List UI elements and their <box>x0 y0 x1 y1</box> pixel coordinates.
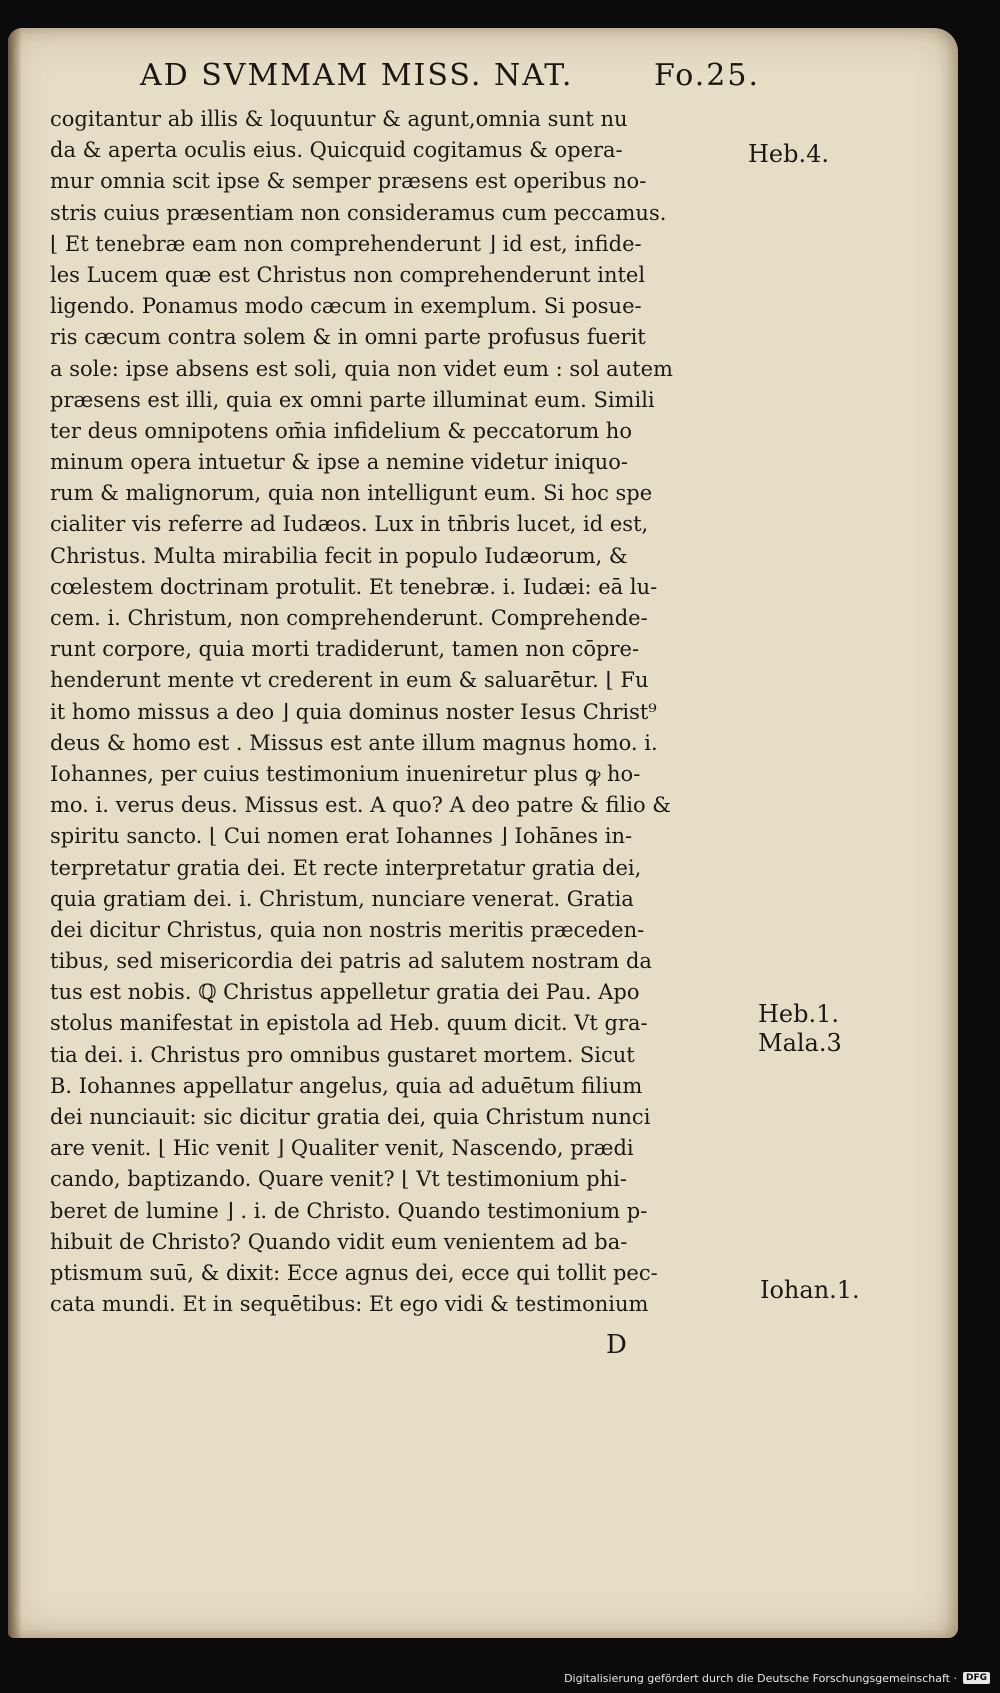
text-line: tus est nobis. ℚ Christus appelletur gratia dei Pau. Apo <box>50 980 640 1005</box>
funding-credit: Digitalisierung gefördert durch die Deutsche Forschungsgemeinschaft · <box>564 1671 957 1685</box>
text-line: ⌊ Et tenebræ eam non comprehenderunt ⌋ id est, infide- <box>50 231 642 256</box>
text-line: a sole: ipse absens est soli, quia non videt eum : sol autem <box>50 356 673 381</box>
text-line: Christus. Multa mirabilia fecit in populo Iudæorum, & <box>50 543 628 568</box>
text-line: beret de lumine ⌋ . i. de Christo. Quando testimonium p- <box>50 1198 648 1223</box>
text-line: minum opera intuetur & ipse a nemine videtur iniquo- <box>50 450 628 475</box>
text-line: quia gratiam dei. i. Christum, nunciare venerat. Gratia <box>50 886 634 911</box>
text-line: ter deus omnipotens om̄ia infidelium & peccatorum ho <box>50 418 632 443</box>
text-line: cœlestem doctrinam protulit. Et tenebræ. i. Iudæi: eā lu- <box>50 574 658 599</box>
text-line: terpretatur gratia dei. Et recte interpretatur gratia dei, <box>50 855 642 880</box>
text-line: stris cuius præsentiam non consideramus cum peccamus. <box>50 200 667 225</box>
text-line: cata mundi. Et in sequētibus: Et ego vidi & testimonium <box>50 1292 649 1317</box>
text-line: rum & malignorum, quia non intelligunt eum. Si hoc spe <box>50 481 653 506</box>
text-line: hibuit de Christo? Quando vidit eum venientem ad ba- <box>50 1229 628 1254</box>
text-line: ris cæcum contra solem & in omni parte profusus fuerit <box>50 325 646 350</box>
text-line: tia dei. i. Christus pro omnibus gustaret mortem. Sicut <box>50 1042 635 1067</box>
running-header <box>140 58 760 98</box>
margin-note: Iohan.1. <box>760 1276 860 1304</box>
margin-note: Heb.4. <box>748 140 830 168</box>
text-line: mo. i. verus deus. Missus est. A quo? A deo patre & filio & <box>50 793 671 818</box>
dfg-logo-icon: DFG <box>963 1672 990 1684</box>
body-text <box>50 104 755 1320</box>
running-title: AD SVMMAM MISS. NAT. <box>140 58 574 93</box>
text-line: dei dicitur Christus, quia non nostris meritis præceden- <box>50 917 645 942</box>
footer-credit <box>564 1669 990 1687</box>
text-line: stolus manifestat in epistola ad Heb. quum dicit. Vt gra- <box>50 1011 648 1036</box>
text-line: les Lucem quæ est Christus non comprehenderunt intel <box>50 262 646 287</box>
text-line: cialiter vis referre ad Iudæos. Lux in tn̄bris lucet, id est, <box>50 512 649 537</box>
catchword: D <box>606 1330 627 1360</box>
text-line: dei nunciauit: sic dicitur gratia dei, quia Christum nunci <box>50 1105 651 1129</box>
text-line: deus & homo est . Missus est ante illum magnus homo. i. <box>50 730 658 755</box>
text-line: mur omnia scit ipse & semper præsens est operibus no- <box>50 169 647 194</box>
text-line: Iohannes, per cuius testimonium inueniretur plus ꝙ ho- <box>50 761 641 786</box>
text-line: spiritu sancto. ⌊ Cui nomen erat Iohannes ⌋ Iohānes in- <box>50 824 633 849</box>
text-line: tibus, sed misericordia dei patris ad salutem nostram da <box>50 949 652 974</box>
text-line: cogitantur ab illis & loquuntur & agunt,omnia sunt nu <box>50 107 628 131</box>
text-line: ptismum suū, & dixit: Ecce agnus dei, ecce qui tollit pec- <box>50 1260 658 1285</box>
text-line: runt corpore, quia morti tradiderunt, tamen non cōpre- <box>50 637 640 662</box>
text-line: it homo missus a deo ⌋ quia dominus noster Iesus Christ⁹ <box>50 699 657 724</box>
text-line: da & aperta oculis eius. Quicquid cogitamus & opera- <box>50 138 623 163</box>
text-line: cem. i. Christum, non comprehenderunt. Comprehende- <box>50 606 648 630</box>
text-line: B. Iohannes appellatur angelus, quia ad aduētum filium <box>50 1073 643 1098</box>
text-line: henderunt mente vt crederent in eum & saluarētur. ⌊ Fu <box>50 668 649 693</box>
text-line: ligendo. Ponamus modo cæcum in exemplum. Si posue- <box>50 294 642 319</box>
text-line: are venit. ⌊ Hic venit ⌋ Qualiter venit, Nascendo, prædi <box>50 1136 634 1161</box>
page-gutter <box>8 28 22 1638</box>
text-line: cando, baptizando. Quare venit? ⌊ Vt testimonium phi- <box>50 1167 627 1192</box>
folio-number: Fo.25. <box>654 58 760 93</box>
margin-note: Mala.3 <box>758 1029 842 1057</box>
text-line: præsens est illi, quia ex omni parte illuminat eum. Simili <box>50 387 655 412</box>
margin-note: Heb.1. <box>758 1000 840 1028</box>
